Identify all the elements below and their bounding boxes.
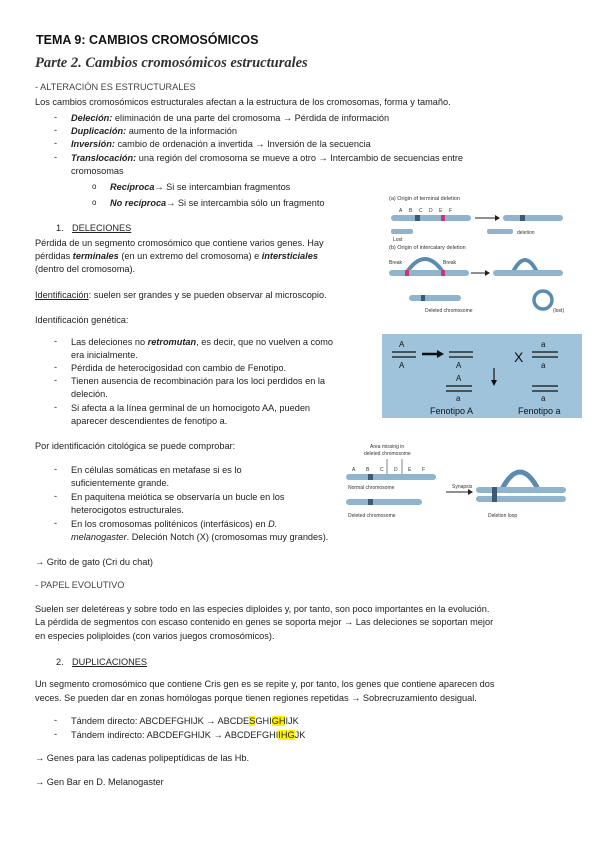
genetic-item: Tienen ausencia de recombinación para los loci perdidos en la (71, 376, 326, 386)
break-mark (405, 270, 409, 276)
allele-a: a (541, 340, 546, 349)
svg-text:B: B (366, 467, 370, 473)
chromosome-bar (493, 270, 563, 276)
fig1-break: Break (389, 260, 403, 266)
centromere (492, 487, 497, 502)
type-item-cont: cromosomas (71, 166, 124, 176)
allele-A: A (399, 361, 405, 370)
break-mark (441, 215, 445, 221)
genetic-item-cont: deleción. (71, 389, 108, 399)
intro-text: Los cambios cromosómicos estructurales afectan a la estructura de los cromosomas, forma y tamaño. (35, 97, 451, 107)
section-papel: - PAPEL EVOLUTIVO (35, 580, 125, 590)
chromosome-bar (391, 215, 471, 221)
allele-a: a (541, 394, 546, 403)
svg-text:B: B (409, 208, 413, 214)
list-dash: - (54, 729, 58, 739)
genetic-item: Si afecta a la línea germinal de un homocigoto AA, pueden (71, 403, 311, 413)
fig3-letters (352, 467, 425, 473)
list-dash: - (54, 491, 58, 501)
fig1-deletion: deletion (517, 230, 535, 236)
list-dash: - (54, 152, 58, 162)
svg-text:D: D (394, 467, 398, 473)
allele-A: A (399, 340, 405, 349)
svg-text:A: A (399, 208, 403, 214)
centromere (368, 499, 373, 505)
centromere (415, 215, 420, 221)
section-number: 2. (56, 657, 64, 667)
section-alteracion: - ALTERACIÓN ES ESTRUCTURALES (35, 82, 196, 92)
cyto-item: En células somáticas en metafase si es lo (71, 465, 242, 475)
allele-A: A (456, 361, 462, 370)
section-heading-duplicaciones: DUPLICACIONES (72, 657, 148, 667)
fig1-label-b: (b) Origin of intercalary deletion (389, 245, 466, 251)
duplicaciones-text: Un segmento cromosómico que contiene Cris gen es se repite y, por tanto, los genes que contiene aparecen dos (35, 679, 495, 689)
list-dash: - (54, 336, 58, 346)
centromere (520, 215, 525, 221)
chromosome-bar (503, 215, 563, 221)
chromosome-bar (346, 499, 422, 505)
list-dash: - (54, 138, 58, 148)
list-dash: - (54, 362, 58, 372)
fig3-loop: Deletion loop (488, 513, 518, 519)
chromosome-bar (346, 474, 436, 480)
genetic-item-cont: aparecer descendientes de fenotipo a. (71, 416, 228, 426)
fig1-lost2: (lost) (553, 308, 565, 314)
fig3-area2: deleted chromosome (364, 451, 411, 457)
list-dash: - (54, 402, 58, 412)
chromosome-bar (476, 496, 566, 502)
list-dash: - (54, 518, 58, 528)
fenotipo-figure (382, 334, 582, 418)
fenotipo-A-label: Fenotipo A (430, 406, 474, 416)
fig1-break2: Break (443, 260, 457, 266)
svg-text:F: F (422, 467, 426, 473)
deleciones-text: Pérdida de un segmento cromosómico que contiene varios genes. Hay (35, 238, 324, 248)
fig1-del-chrom: Deleted chromosome (425, 308, 473, 314)
genetic-item: Pérdida de heterocigosidad con cambio de Fenotipo. (71, 363, 287, 373)
note-bar: → Gen Bar en D. Melanogaster (35, 777, 164, 787)
subtype-item: Recíproca→ Si se intercambian fragmentos (110, 182, 291, 192)
list-dash: - (54, 464, 58, 474)
cross-symbol: X (514, 349, 524, 365)
lost-fragment (391, 229, 413, 234)
svg-text:D: D (429, 208, 433, 214)
deleted-fragment (487, 229, 513, 234)
cyto-item: En los cromosomas politénicos (interfásicos) en D. (71, 519, 278, 529)
type-item: Inversión: cambio de ordenación a invertida → Inversión de la secuencia (71, 139, 371, 149)
circle-bullet: o (92, 182, 97, 191)
papel-text: Suelen ser deletéreas y sobre todo en las especies diploides y, por tanto, son poco importantes en la evolución. (35, 604, 490, 614)
list-dash: - (54, 375, 58, 385)
fig3-synapsis: Synapsis (452, 484, 473, 490)
deleciones-text: pérdidas terminales (en un extremo del cromosoma) e intersticiales (35, 251, 318, 261)
subtype-item: No recíproca→ Si se intercambia sólo un fragmento (110, 198, 325, 208)
section-number: 1. (56, 223, 64, 233)
deletion-loop (502, 472, 538, 489)
svg-text:E: E (408, 467, 412, 473)
allele-a: a (456, 394, 461, 403)
fig3-normal: Normal chromosome (348, 485, 395, 491)
type-item: Deleción: eliminación de una parte del cromosoma → Pérdida de información (71, 113, 390, 123)
tandem-directo: Tándem directo: ABCDEFGHIJK → ABCDESGHIGHIJK (71, 716, 299, 726)
identificacion-genetica: Identificación genética: (35, 315, 129, 325)
break-mark (441, 270, 445, 276)
identificacion-text: Identificación: suelen ser grandes y se pueden observar al microscopio. (35, 290, 327, 300)
fig1-label-a: (a) Origin of terminal deletion (389, 196, 460, 202)
svg-text:E: E (439, 208, 443, 214)
duplicaciones-text: veces. Se pueden dar en zonas homólogas porque tienen regiones repetidas → Sobrecruzamiento desigual. (35, 693, 477, 703)
list-dash: - (54, 125, 58, 135)
note-hb: → Genes para las cadenas polipeptídicas de las Hb. (35, 753, 249, 763)
list-dash: - (54, 112, 58, 122)
chromosome-bar (389, 270, 469, 276)
allele-a: a (541, 361, 546, 370)
cyto-item: En paquitena meiótica se observaría un bucle en los (71, 492, 285, 502)
svg-text:C: C (419, 208, 423, 214)
grito-gato: → Grito de gato (Cri du chat) (35, 557, 153, 567)
genetic-item: Las deleciones no retromutan, es decir, que no vuelven a como (71, 337, 333, 347)
centromere (368, 474, 373, 480)
arrow-head (495, 215, 500, 221)
genetic-item-cont: era inicialmente. (71, 350, 138, 360)
papel-text: en especies poliploides (con varios juegos cromosómicos). (35, 631, 275, 641)
section-heading-deleciones: DELECIONES (72, 223, 132, 233)
fenotipo-a-label: Fenotipo a (518, 406, 561, 416)
deletion-loop-figure (342, 441, 570, 523)
fig3-area: Area missing in (370, 444, 405, 450)
chromosome-bar (409, 295, 461, 301)
svg-text:F: F (449, 208, 453, 214)
type-item: Translocación: una región del cromosoma se mueve a otro → Intercambio de secuencias entre (71, 153, 464, 163)
fig1-lost: Lost (393, 237, 403, 243)
fig1-letters-top (399, 208, 452, 214)
centromere (421, 295, 425, 301)
deleciones-text: (dentro del cromosoma). (35, 264, 136, 274)
ring-fragment (534, 291, 552, 309)
papel-text: La pérdida de segmentos con escaso contenido en genes se soporta mejor → Las deleciones se soportan mejor (35, 617, 494, 627)
cyto-item-cont: heterocigotos estructurales. (71, 505, 184, 515)
page-subtitle: Parte 2. Cambios cromosómicos estructurales (35, 55, 308, 71)
svg-text:A: A (352, 467, 356, 473)
list-dash: - (54, 715, 58, 725)
arrow-head (485, 270, 490, 276)
fig3-deleted: Deleted chromosome (348, 513, 396, 519)
tandem-indirecto: Tándem indirecto: ABCDEFGHIJK → ABCDEFGHIIHGJK (71, 730, 306, 740)
type-item: Duplicación: aumento de la información (71, 126, 237, 136)
svg-text:C: C (380, 467, 384, 473)
circle-bullet: o (92, 198, 97, 207)
chromosome-bar (476, 487, 566, 493)
cyto-item-cont: suficientemente grande. (71, 478, 170, 488)
deletion-origin-figure (385, 192, 570, 317)
cyto-item-cont: melanogaster. Deleción Notch (X) (cromosomas muy grandes). (71, 532, 329, 542)
allele-A: A (456, 374, 462, 383)
page-title: TEMA 9: CAMBIOS CROMOSÓMICOS (36, 33, 259, 47)
citologica-text: Por identificación citológica se puede comprobar: (35, 441, 236, 451)
